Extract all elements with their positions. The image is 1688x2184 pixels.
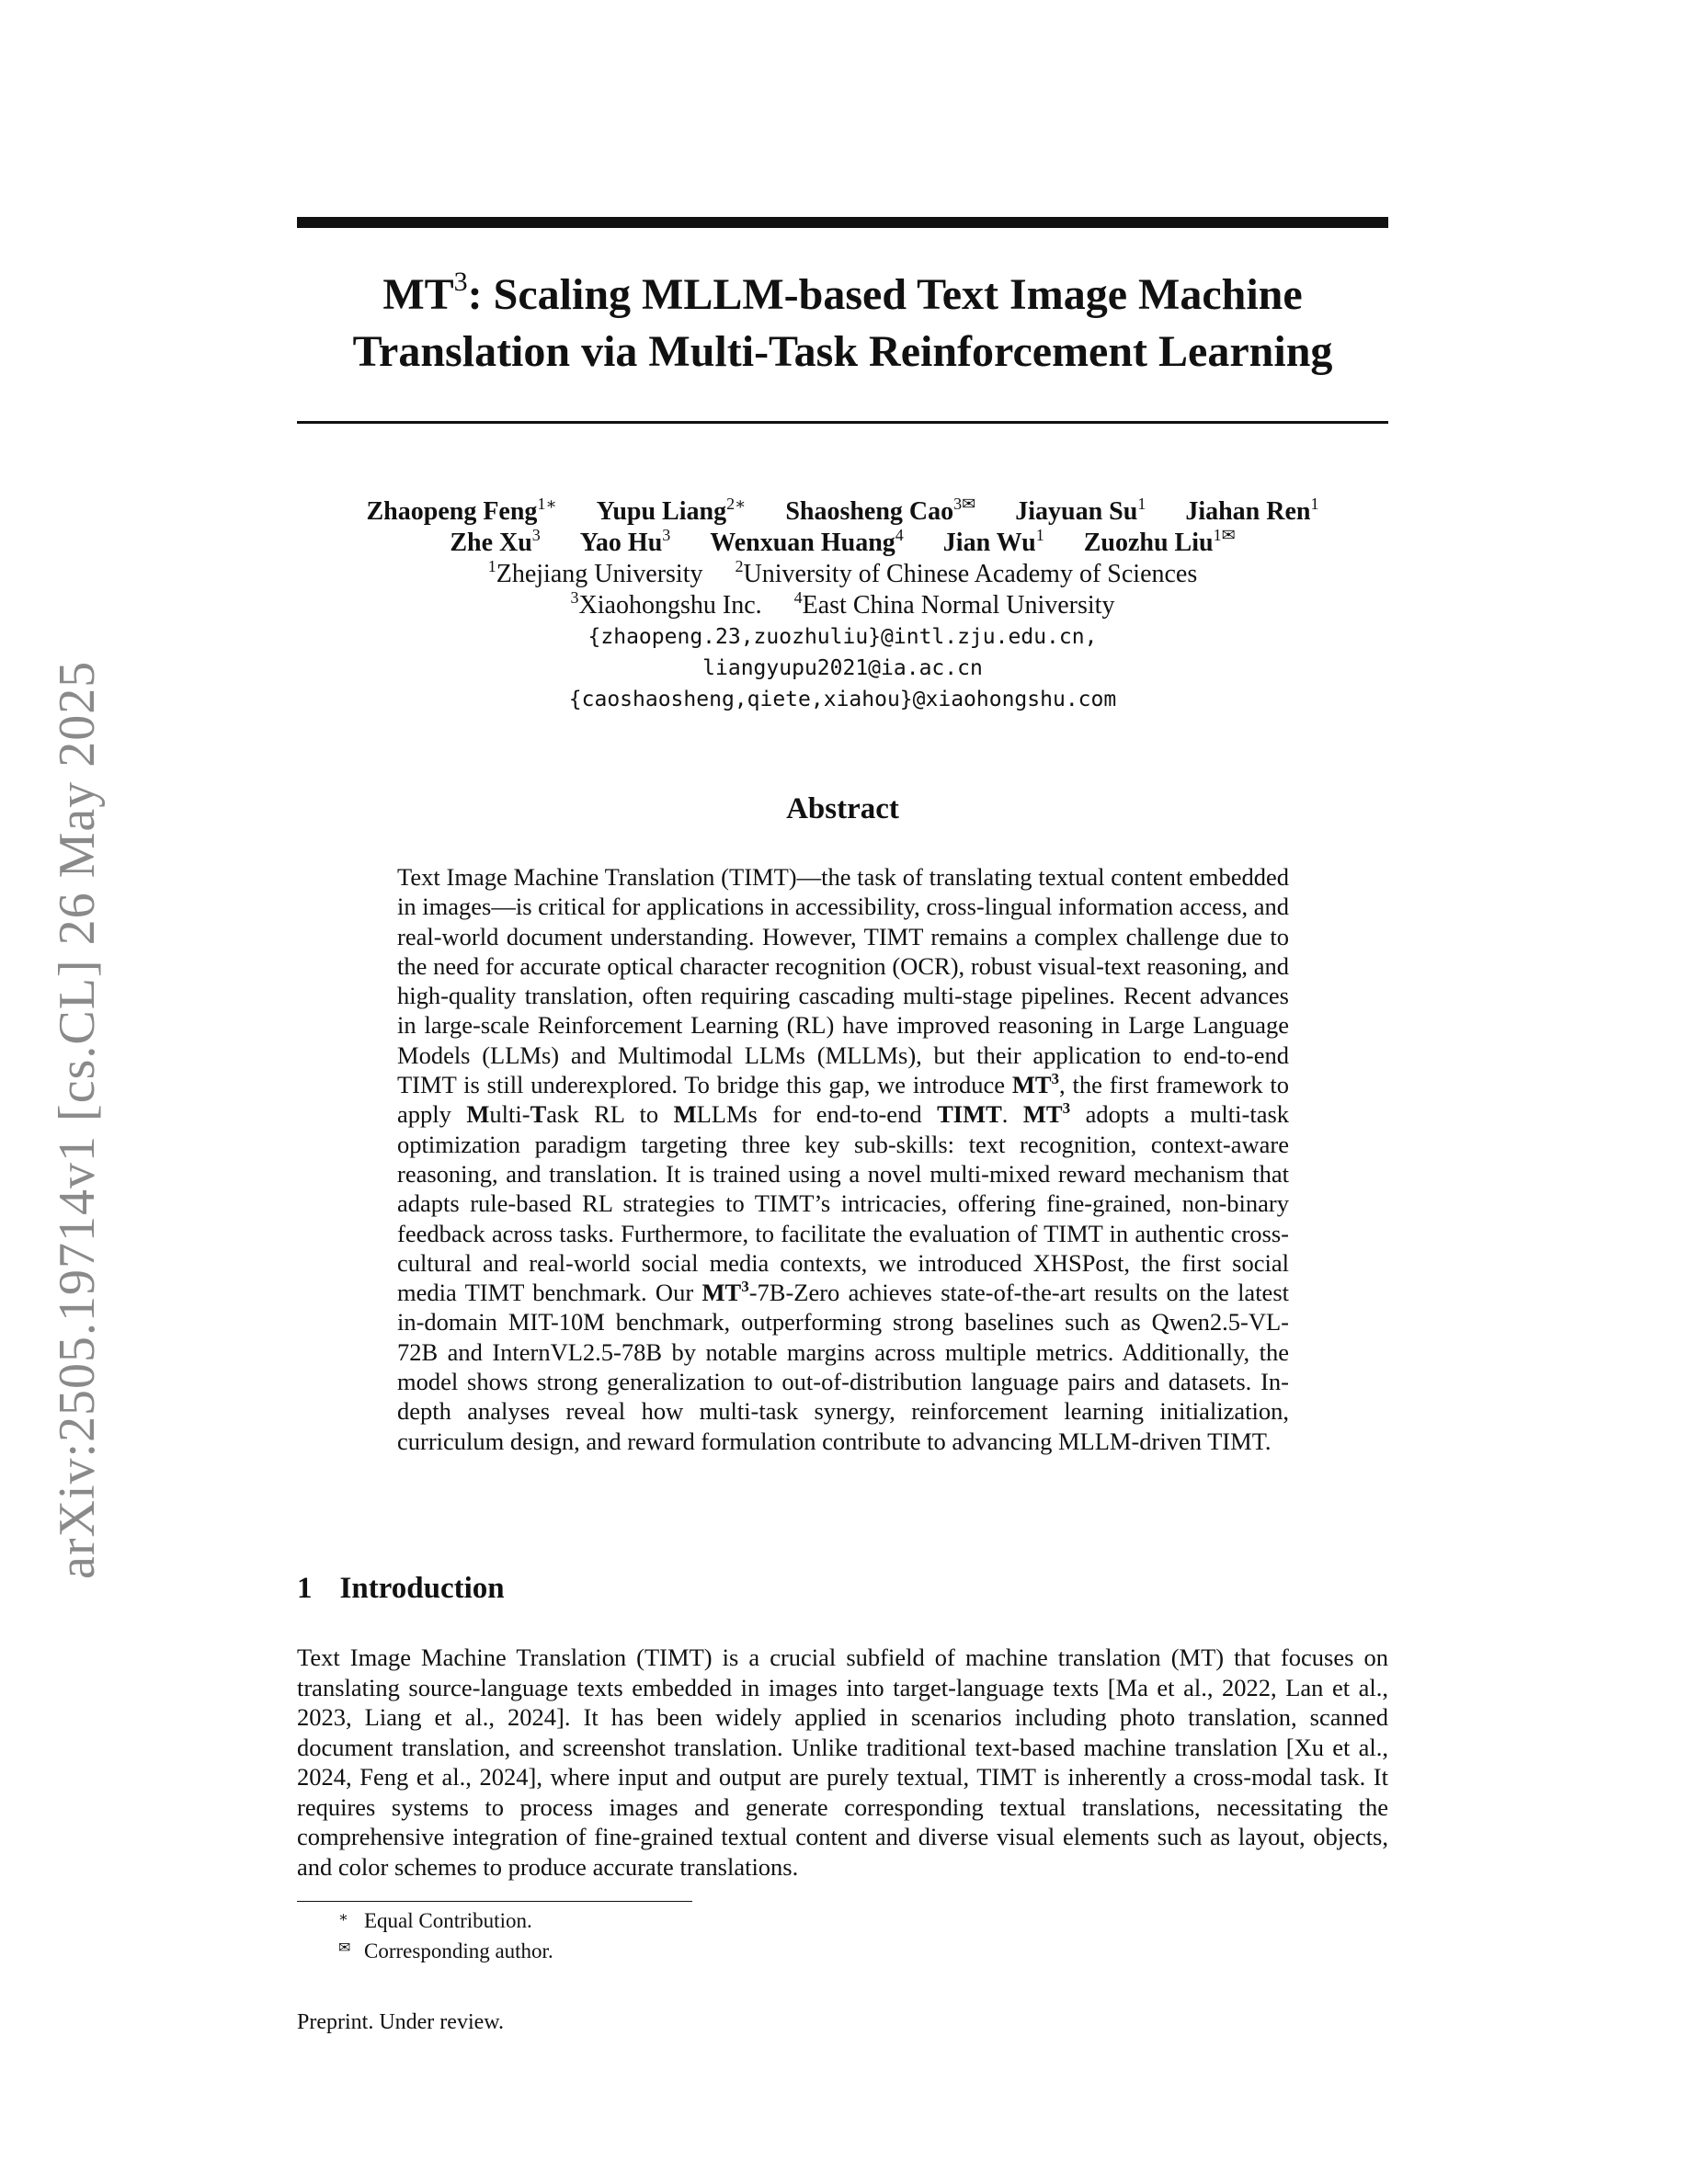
authors-line-1 bbox=[297, 496, 1388, 528]
email-line: {zhaopeng.23,zuozhuliu}@intl.zju.edu.cn, bbox=[587, 625, 1098, 649]
abstract-heading: Abstract bbox=[786, 792, 899, 825]
authors-line-2 bbox=[297, 528, 1388, 559]
abstract-body: Text Image Machine Translation (TIMT)—the task of translating textual content embedded in images—is critical for applications in accessibility, cross-lingual information access, and real-world document understanding. However, TIMT remains a complex challenge due to the need for accurate optical character recognition (OCR), robust visual-text reasoning, and high-quality translation, often requiring cascading multi-stage pipelines. Recent advances in large-scale Reinforcement Learning (RL) have improved reasoning in Large Language Models (LLMs) and Multimodal LLMs (MLLMs), but their application to end-to-end TIMT is still underexplored. To bridge this gap, we introduce $MT^3$, the first framework to apply Multi-Task RL to MLLMs for end-to-end TIMT. $MT^3$ adopts a multi-task optimization paradigm targeting three key sub-skills: text recognition, context-aware reasoning, and translation. It is trained using a novel multi-mixed reward mechanism that adapts rule-based RL strategies to TIMT’s intricacies, offering fine-grained, non-binary feedback across tasks. Furthermore, to facilitate the evaluation of TIMT in authentic cross-cultural and real-world social media contexts, we introduced XHSPost, the first social media TIMT benchmark. Our $MT^3-7B$-Zero achieves state-of-the-art results on the latest in-domain MIT-10M benchmark, outperforming strong baselines such as Qwen2.5-VL-72B and InternVL2.5-78B by notable margins across multiple metrics. Additionally, the model shows strong generalization to out-of-distribution language pairs and datasets. In-depth analyses reveal how multi-task synergy, reinforcement learning initialization, curriculum design, and reward formulation contribute to advancing MLLM-driven TIMT. bbox=[397, 863, 1290, 1455]
affiliation: $^2$University of Chinese Academy of Sciences bbox=[735, 557, 1198, 588]
author: Shaosheng Cao$^{3✉}$ bbox=[785, 495, 976, 526]
author: Jian Wu$^1$ bbox=[942, 526, 1044, 557]
affiliation: $^3$Xiaohongshu Inc. bbox=[570, 588, 762, 620]
affiliations-line-1 bbox=[297, 559, 1388, 590]
footnote: ∗ Equal Contribution. bbox=[338, 1909, 532, 1932]
title-bottom-rule bbox=[297, 421, 1388, 424]
affiliations-line-2 bbox=[297, 590, 1388, 621]
author: Yupu Liang$^{2∗}$ bbox=[596, 495, 747, 526]
affiliation: $^1$Zhejiang University bbox=[487, 557, 703, 588]
author: Jiahan Ren$^1$ bbox=[1185, 495, 1319, 526]
paper-title: $MT^3$: Scaling MLLM-based Text Image Machine Translation via Multi-Task Reinforcement Learning bbox=[352, 267, 1333, 376]
author: Wenxuan Huang$^4$ bbox=[710, 526, 904, 557]
footnote: ✉ Corresponding author. bbox=[338, 1939, 553, 1962]
affiliation: $^4$East China Normal University bbox=[793, 588, 1115, 620]
author: Zhaopeng Feng$^{1∗}$ bbox=[366, 495, 557, 526]
introduction-paragraph: Text Image Machine Translation (TIMT) is a crucial subfield of machine translation (MT) that focuses on translating source-language texts embedded in images into target-language texts [Ma et al., 2022, Lan et al., 2023, Liang et al., 2024]. It has been widely applied in scenarios including photo translation, scanned document translation, and screenshot translation. Unlike traditional text-based machine translation [Xu et al., 2024, Feng et al., 2024], where input and output are purely textual, TIMT is inherently a cross-modal task. It requires systems to process images and generate corresponding textual translations, necessitating the comprehensive integration of fine-grained textual content and diverse visual elements such as layout, objects, and color schemes to produce accurate translations. bbox=[297, 1644, 1388, 1881]
author: Zhe Xu$^3$ bbox=[450, 526, 541, 557]
author: Zuozhu Liu$^{1✉}$ bbox=[1083, 526, 1236, 557]
author: Yao Hu$^3$ bbox=[579, 526, 671, 557]
author-block bbox=[297, 496, 1388, 715]
preprint-note: Preprint. Under review. bbox=[297, 2010, 505, 2034]
arxiv-watermark: arXiv:2505.19714v1 [cs.CL] 26 May 2025 bbox=[49, 660, 106, 1579]
footnote-rule bbox=[297, 1901, 692, 1902]
title-top-rule bbox=[297, 217, 1388, 228]
email-line: {caoshaosheng,qiete,xiahou}@xiaohongshu.com bbox=[568, 688, 1117, 711]
footnotes bbox=[338, 1905, 553, 1965]
email-line: liangyupu2021@ia.ac.cn bbox=[702, 656, 983, 680]
section-heading-introduction: 1 Introduction bbox=[297, 1572, 505, 1605]
author: Jiayuan Su$^1$ bbox=[1015, 495, 1146, 526]
